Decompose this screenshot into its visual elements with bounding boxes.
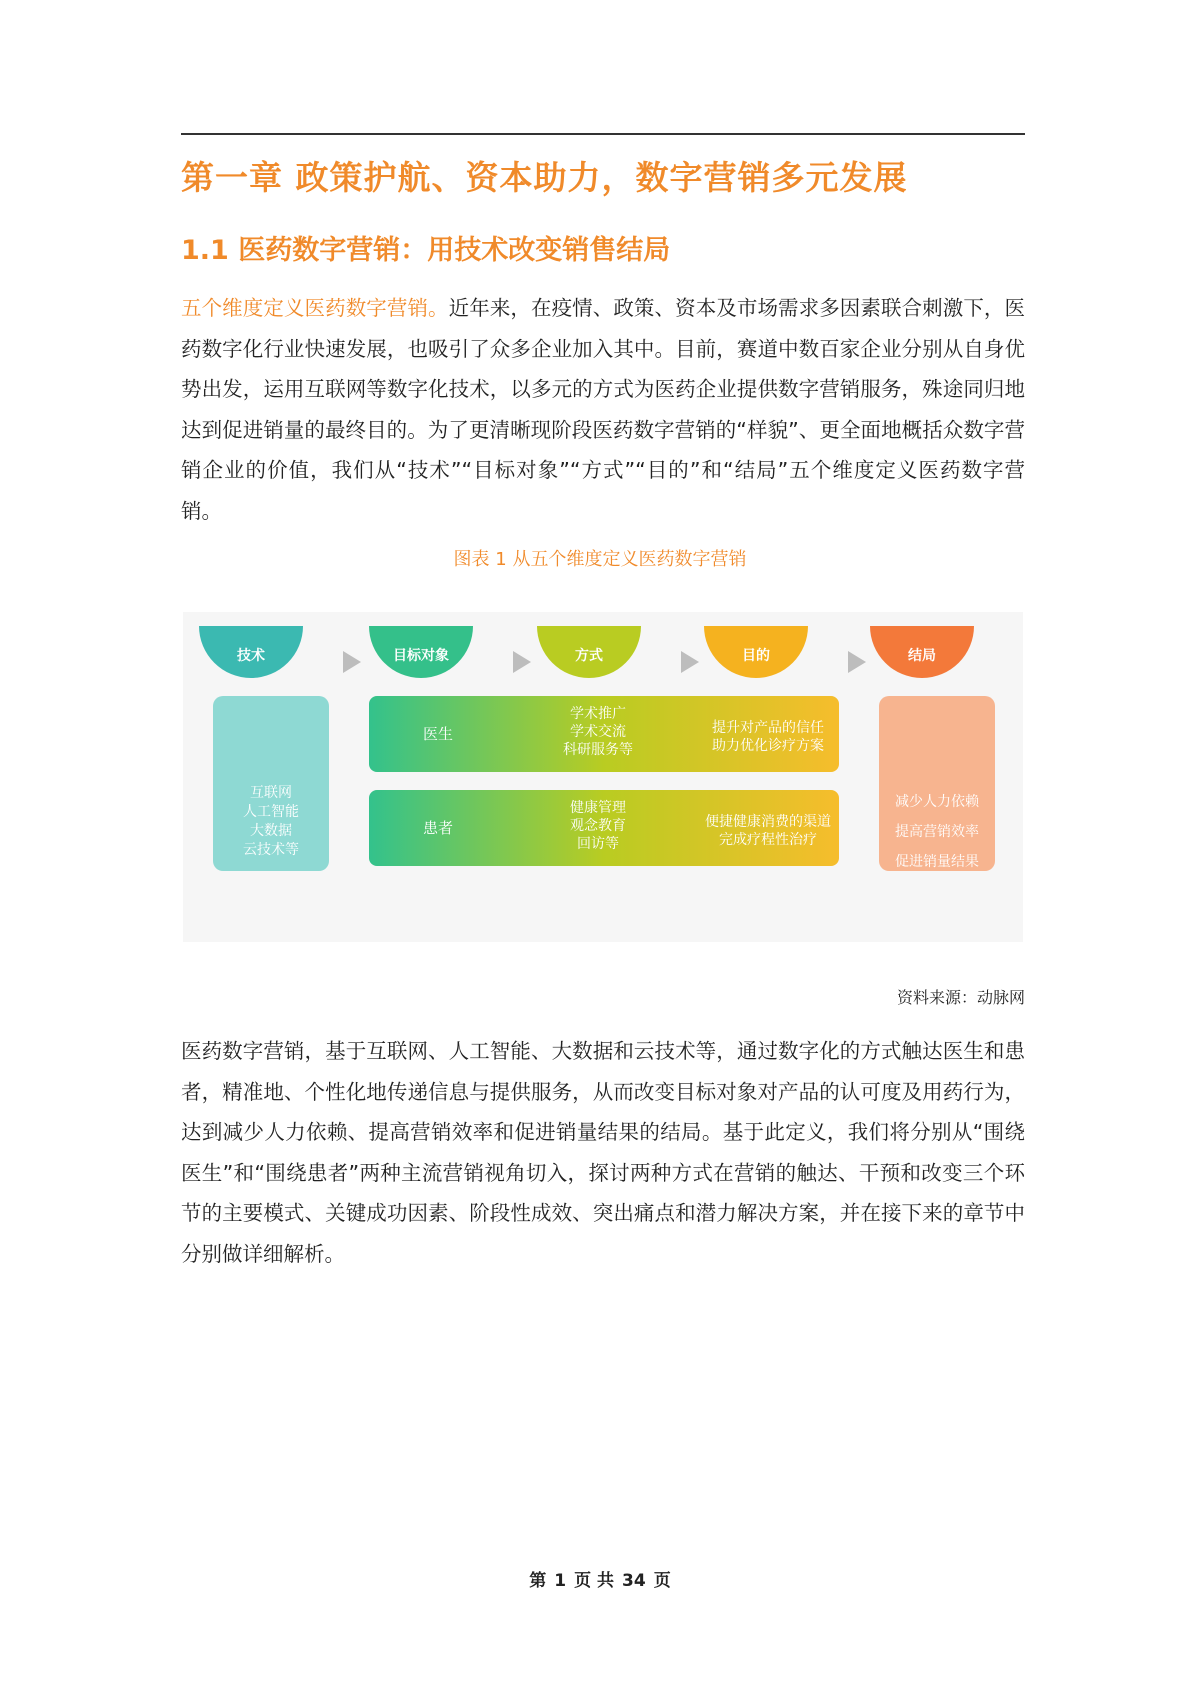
chapter-title: 第一章 政策护航、资本助力，数字营销多元发展 [181,158,908,197]
figure-caption: 图表 1 从五个维度定义医药数字营销 [453,549,747,570]
intro-paragraph [181,288,1025,531]
intro-lead: 五个维度定义医药数字营销。 [181,296,449,320]
page-number: 1 [554,1571,567,1591]
header-result [870,626,974,678]
header-technology-label: 技术 [237,648,265,664]
header-rule [181,133,1025,135]
five-dimension-diagram [183,612,1023,942]
doctor-label: 医生 [422,725,454,743]
doctor-method-1: 学术推广 [570,706,626,722]
arrow-2 [513,651,531,673]
header-purpose-label: 目的 [742,648,770,664]
page-label-3: 页 [653,1571,671,1591]
patient-method-1: 健康管理 [570,800,626,816]
patient-purpose-2: 完成疗程性治疗 [719,832,817,848]
result-line-3: 促进销量结果 [895,854,979,870]
tech-line-3: 大数据 [250,823,292,839]
tech-line-1: 互联网 [250,785,292,801]
arrow-4 [848,651,866,673]
doctor-method-3: 科研服务等 [563,742,633,758]
doctor-method-2: 学术交流 [570,724,626,740]
page-total: 34 [622,1571,646,1591]
result-box [879,696,995,871]
patient-method-3: 回访等 [577,836,619,852]
arrow-3 [681,651,699,673]
result-line-1: 减少人力依赖 [895,794,979,810]
definition-paragraph: 医药数字营销，基于互联网、人工智能、大数据和云技术等，通过数字化的方式触达医生和患者，精准地、个性化地传递信息与提供服务，从而改变目标对象对产品的认可度及用药行为，达到减少人力依赖、提高营销效率和促进销量结果的结局。基于此定义，我们将分别从“围绕医生”和“围绕患者”两种主流营销视角切入，探讨两种方式在营销的触达、干预和改变三个环节的主要模式、关键成功因素、阶段性成效、突出痛点和潜力解决方案，并在接下来的章节中分别做详细解析。 [181,1039,1025,1266]
result-line-2: 提高营销效率 [895,824,979,840]
patient-label: 患者 [422,819,454,837]
page-label-2: 页 共 [574,1571,615,1591]
section-title: 1.1 医药数字营销：用技术改变销售结局 [181,235,671,266]
figure-source: 资料来源：动脉网 [896,988,1025,1007]
patient-method-2: 观念教育 [570,818,626,834]
intro-body: 近年来，在疫情、政策、资本及市场需求多因素联合刺激下，医药数字化行业快速发展，也吸引了众多企业加入其中。目前，赛道中数百家企业分别从自身优势出发，运用互联网等数字化技术，以多元的方式为医药企业提供数字营销服务，殊途同归地达到促进销量的最终目的。为了更清晰现阶段医药数字营销的“样貌”、更全面地概括众数字营销企业的价值，我们从“技术”“目标对象”“方式”“目的”和“结局”五个维度定义医药数字营销。 [181,296,1026,523]
tech-line-2: 人工智能 [243,804,299,820]
header-purpose [704,626,808,678]
header-method [537,626,641,678]
patient-purpose-1: 便捷健康消费的渠道 [705,814,831,830]
doctor-purpose-1: 提升对产品的信任 [712,720,824,736]
header-method-label: 方式 [575,648,603,664]
tech-line-4: 云技术等 [243,842,299,858]
header-target [369,626,473,678]
header-technology [199,626,303,678]
page-footer [0,1566,1200,1591]
arrow-1 [343,651,361,673]
doctor-purpose-2: 助力优化诊疗方案 [712,738,824,754]
page-label-1: 第 [529,1571,547,1591]
header-target-label: 目标对象 [393,648,449,664]
header-result-label: 结局 [908,648,936,664]
diagram-svg [183,612,1023,942]
